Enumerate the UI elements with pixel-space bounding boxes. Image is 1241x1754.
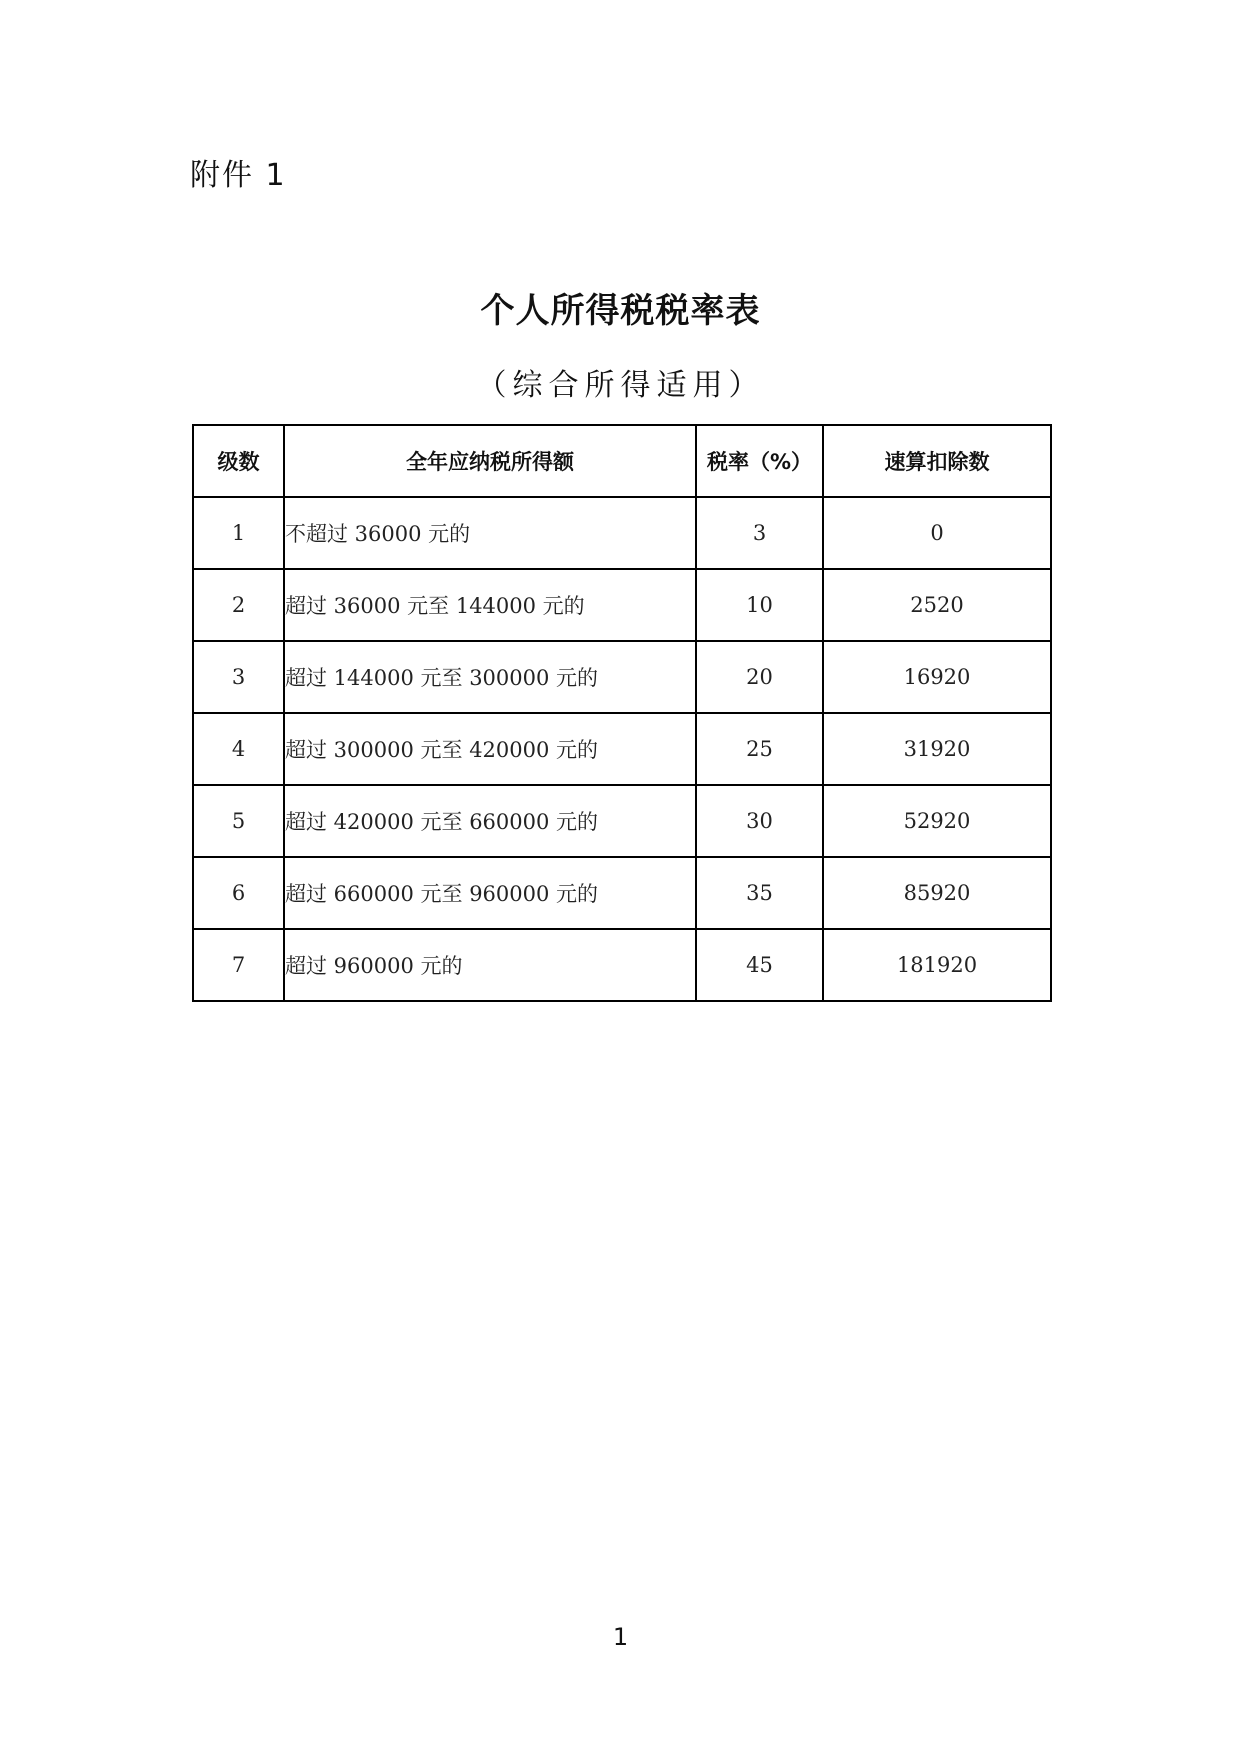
table-row: [193, 497, 1051, 569]
cell-income-range: 超过 300000 元至 420000 元的: [284, 713, 696, 785]
cell-level: 2: [193, 569, 284, 641]
table-row: [193, 713, 1051, 785]
header-quick-deduction: 速算扣除数: [823, 425, 1051, 497]
cell-level: 6: [193, 857, 284, 929]
cell-tax-rate: 35: [696, 857, 823, 929]
attachment-label: 附件 1: [190, 158, 287, 193]
document-title: 个人所得税税率表: [480, 291, 761, 331]
page-number: 1: [612, 1623, 629, 1651]
cell-income-range: 超过 144000 元至 300000 元的: [284, 641, 696, 713]
cell-level: 1: [193, 497, 284, 569]
cell-quick-deduction: 85920: [823, 857, 1051, 929]
table-row: [193, 641, 1051, 713]
cell-level: 5: [193, 785, 284, 857]
cell-level: 3: [193, 641, 284, 713]
cell-quick-deduction: 16920: [823, 641, 1051, 713]
cell-tax-rate: 45: [696, 929, 823, 1001]
header-level: 级数: [193, 425, 284, 497]
table-row: [193, 785, 1051, 857]
cell-income-range: 超过 660000 元至 960000 元的: [284, 857, 696, 929]
cell-quick-deduction: 52920: [823, 785, 1051, 857]
cell-tax-rate: 3: [696, 497, 823, 569]
table-row: [193, 569, 1051, 641]
table-row: [193, 929, 1051, 1001]
cell-quick-deduction: 31920: [823, 713, 1051, 785]
cell-tax-rate: 20: [696, 641, 823, 713]
header-taxable-income: 全年应纳税所得额: [284, 425, 696, 497]
cell-income-range: 超过 420000 元至 660000 元的: [284, 785, 696, 857]
cell-quick-deduction: 181920: [823, 929, 1051, 1001]
header-tax-rate: 税率（%）: [696, 425, 823, 497]
cell-income-range: 超过 960000 元的: [284, 929, 696, 1001]
cell-quick-deduction: 2520: [823, 569, 1051, 641]
cell-tax-rate: 25: [696, 713, 823, 785]
cell-tax-rate: 30: [696, 785, 823, 857]
document-subtitle: （综合所得适用）: [476, 368, 765, 403]
cell-quick-deduction: 0: [823, 497, 1051, 569]
table-row: [193, 857, 1051, 929]
tax-rate-table: [192, 424, 1052, 1002]
cell-level: 4: [193, 713, 284, 785]
cell-level: 7: [193, 929, 284, 1001]
table-header-row: [193, 425, 1051, 497]
cell-income-range: 不超过 36000 元的: [284, 497, 696, 569]
cell-tax-rate: 10: [696, 569, 823, 641]
cell-income-range: 超过 36000 元至 144000 元的: [284, 569, 696, 641]
